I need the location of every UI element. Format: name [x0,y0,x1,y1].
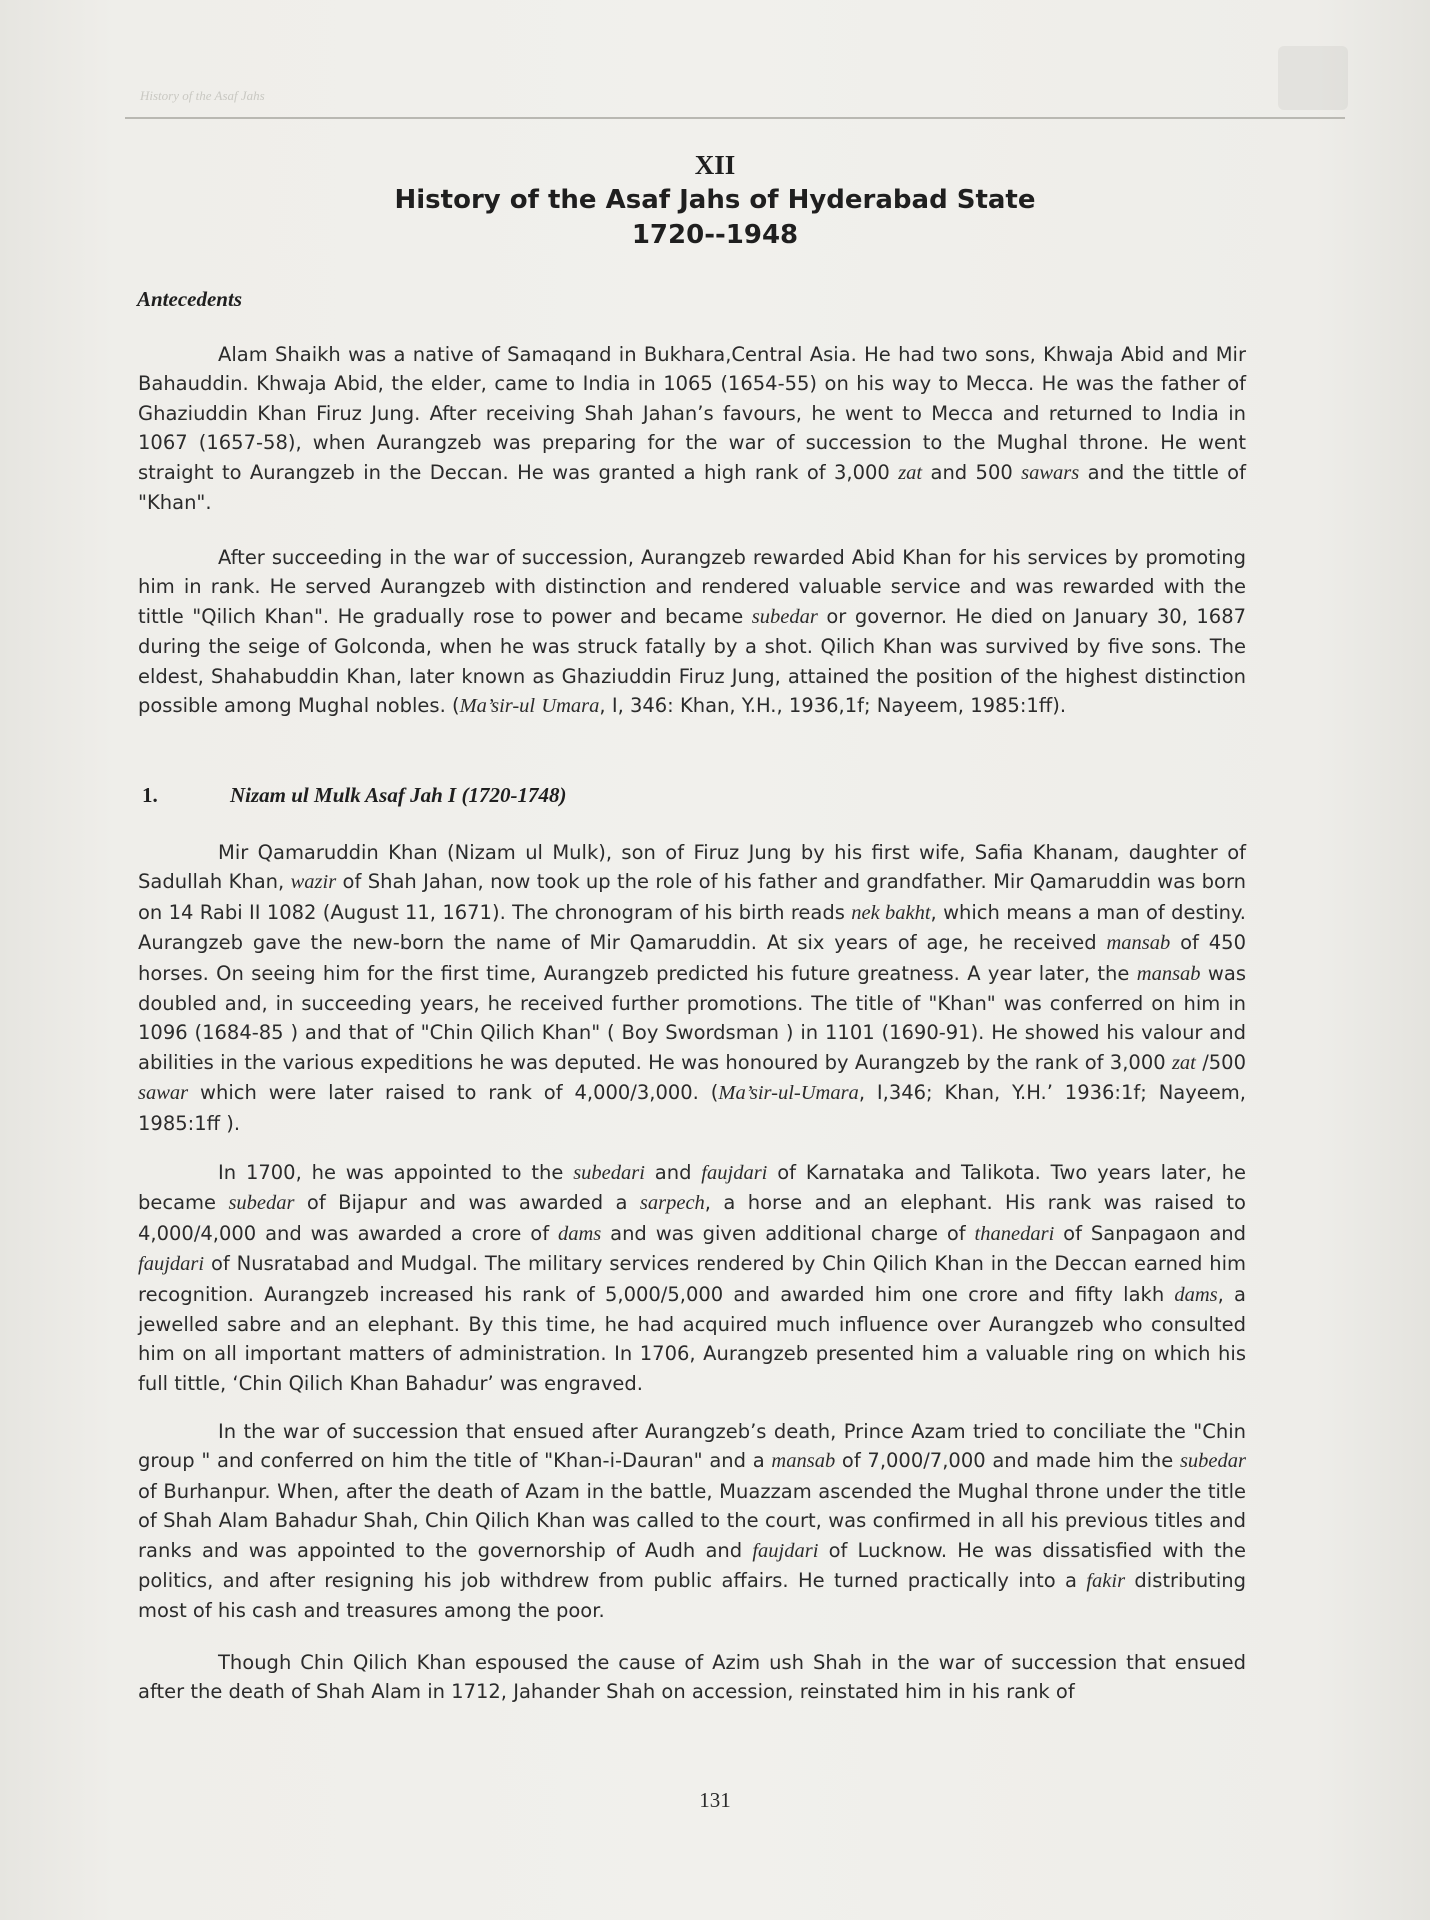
chapter-number: XII [694,150,736,180]
subsection-title: Nizam ul Mulk Asaf Jah I (1720-1748) [230,783,567,807]
text-run: and the tittle of "Khan". [138,460,1246,515]
italic-term: subedar [751,605,818,628]
paragraph-1 [138,340,1246,517]
text-run: Though Chin Qilich Khan espoused the cause of Azim ush Shah in the war of succession that ensued after the death of Shah Alam in 1712, Jahander Shah on accession, reinstated him in his rank of [138,1651,1246,1704]
text-run: In 1700, he was appointed to the [218,1161,574,1184]
italic-term: dams [557,1222,602,1245]
text-run: was doubled and, in succeeding years, he received further promotions. The title of "Khan" was conferred on him in 1096 (1684-85 ) and that of "Chin Qilich Khan" ( Boy Swordsman ) in 1101 (1690-91). He showed his valour and abilities in the various expeditions he was deputed. He was honoured by Aurangzeb by the rank of 3,000 [138,961,1246,1074]
text-run: of Lucknow. He was dissatisfied with the politics, and after resigning his job withdrew from public affairs. He turned practically into a [138,1538,1246,1593]
text-run: /500 [1195,1050,1246,1074]
text-run: of Shah Jahan, now took up the role of his father and grandfather. Mir Qamaruddin was born on 14 Rabi II 1082 (August 11, 1671). The chronogram of his birth reads [138,870,1246,924]
text-run: which were later raised to rank of 4,000/3,000. ( [188,1081,719,1105]
paragraph-3 [138,838,1246,1138]
text-run: In the war of succession that ensued after Aurangzeb’s death, Prince Azam tried to conciliate the "Chin group " and conferred on him the title of "Khan-i-Dauran" and a [138,1420,1246,1473]
paragraph-4 [138,1158,1246,1398]
text-run: or governor. He died on January 30, 1687 during the seige of Golconda, when he was struck fatally by a shot. Qilich Khan was survived by five sons. The eldest, Shahabuddin Khan, later known as Ghaziuddin Firuz Jung, attained the position of the highest distinction possible among Mughal nobles. ( [138,604,1247,718]
italic-term: zat [1171,1051,1196,1074]
page-number: 131 [699,1788,731,1812]
italic-term: mansab [1106,932,1171,955]
text-run: After succeeding in the war of succession, Aurangzeb rewarded Abid Khan for his services by promoting him in rank. He served Aurangzeb with distinction and rendered valuable service and was rewarded with the tittle "Qilich Khan". He gradually rose to power and became [138,546,1246,628]
text-run: , I,346; Khan, Y.H.’ 1936:1f; Nayeem, 1985:1ff ). [138,1081,1246,1135]
text-run: , which means a man of destiny. Aurangzeb gave the new-born the name of Mir Qamaruddin. At six years of age, he received [138,900,1246,955]
text-run: of 7,000/7,000 and made him the [835,1449,1180,1473]
italic-term: thanedari [974,1222,1055,1245]
text-run: of Nusratabad and Mudgal. The military services rendered by Chin Qilich Khan in the Deccan earned him recognition. Aurangzeb increased his rank of 5,000/5,000 and awarded him one crore and fifty lakh [138,1252,1246,1306]
italic-term: Ma’sir-ul [459,695,536,718]
text-run: of Burhanpur. When, after the death of Azam in the battle, Muazzam ascended the Mughal throne under the title of Shah Alam Bahadur Shah, Chin Qilich Khan was called to the court, was confirmed in all his previous titles and ranks and was appointed to the governorship of Audh and [138,1479,1246,1562]
section-heading-antecedents: Antecedents [137,287,242,311]
italic-term: subedar [1179,1450,1246,1473]
text-run: and 500 [922,460,1022,484]
italic-term: subedar [228,1192,295,1215]
chapter-title: History of the Asaf Jahs of Hyderabad State [394,185,1036,215]
running-head: History of the Asaf Jahs [140,88,265,103]
text-run: of Sanpagaon and [1054,1221,1247,1245]
text-run: , a horse and an elephant. His rank was raised to 4,000/4,000 and was awarded a crore of [138,1191,1246,1245]
italic-term: sarpech [639,1192,705,1215]
italic-term: dams [1174,1283,1218,1306]
italic-term: mansab [771,1450,836,1473]
paragraph-5 [138,1417,1246,1626]
text-run: and was given additional charge of [601,1221,975,1245]
paragraph-6 [138,1648,1246,1707]
text-run: of 450 horses. On seeing him for the first time, Aurangzeb predicted his future greatness. A year later, the [138,931,1246,985]
subsection-number: 1. [142,783,158,807]
italic-term: sawar [138,1082,189,1105]
chapter-years: 1720--1948 [631,220,799,250]
italic-term: sawars [1021,461,1080,484]
paragraph-2 [138,543,1246,721]
italic-term: subedari [573,1162,645,1184]
italic-term: nek bakht [851,901,931,924]
italic-term: zat [898,461,923,484]
italic-term: faujdari [752,1539,819,1562]
text-run: , a jewelled sabre and an elephant. By this time, he had acquired much influence over Aurangzeb who consulted him on all important matters of administration. In 1706, Aurangzeb presented him a valuable ring on which his full tittle, ‘Chin Qilich Khan Bahadur’ was engraved. [138,1282,1247,1395]
text-run: and [644,1161,702,1184]
text-run: Mir Qamaruddin Khan (Nizam ul Mulk), son of Firuz Jung by his first wife, Safia Khanam, daughter of Sadullah Khan, [138,841,1246,894]
italic-term: wazir [290,871,337,894]
text-run: Alam Shaikh was a native of Samaqand in Bukhara,Central Asia. He had two sons, Khwaja Abid and Mir Bahauddin. Khwaja Abid, the elder, came to India in 1065 (1654-55) on his way to Mecca. He was the father of Ghaziuddin Khan Firuz Jung. After receiving Shah Jahan’s favours, he went to Mecca and returned to India in 1067 (1657-58), when Aurangzeb was preparing for the war of succession to the Mughal throne. He went straight to Aurangzeb in the Deccan. He was granted a high rank of 3,000 [138,343,1246,484]
italic-term: faujdari [138,1253,205,1276]
text-run: distributing most of his cash and treasures among the poor. [138,1569,1246,1623]
bleed-through-mark [1278,46,1348,110]
text-run: of Karnataka and Talikota. Two years later, he became [138,1161,1246,1215]
text-run: of Bijapur and was awarded a [294,1191,640,1215]
italic-term: faujdari [701,1162,768,1184]
text-run: , I, 346: Khan, Y.H., 1936,1f; Nayeem, 1985:1ff). [599,694,1067,718]
header-rule [125,117,1345,119]
subsection-heading [142,783,566,808]
italic-term: mansab [1136,962,1201,985]
italic-term: Ma’sir-ul-Umara [718,1082,859,1105]
italic-term: fakir [1086,1570,1126,1593]
chapter-title-block [0,148,1430,252]
italic-term: Umara [541,695,600,718]
